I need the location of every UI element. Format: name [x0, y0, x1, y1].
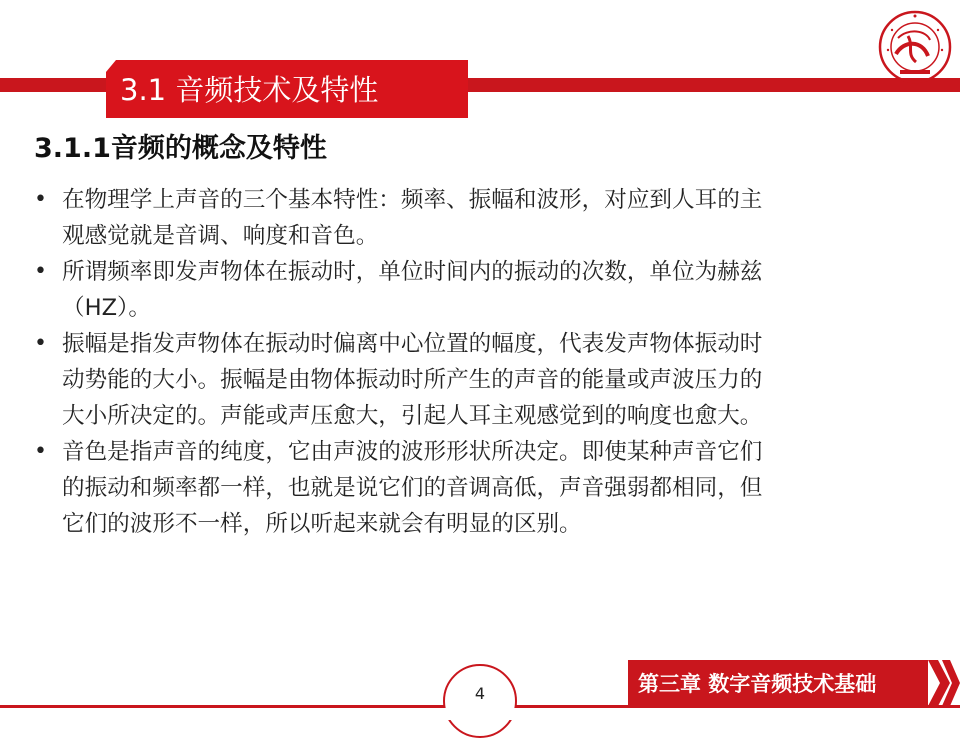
- list-item: [30, 254, 910, 326]
- bullet-text-line: 观感觉就是音调、响度和音色。: [62, 223, 379, 249]
- list-item: [30, 326, 910, 434]
- bullet-text-line: （HZ）。: [62, 295, 151, 321]
- chapter-title: 第三章 数字音频技术基础: [638, 672, 877, 696]
- slide-title: 3.1 音频技术及特性: [120, 73, 379, 107]
- list-item: [30, 434, 910, 542]
- university-seal-icon: [878, 10, 952, 84]
- bullet-text-line: 音色是指声音的纯度，它由声波的波形形状所决定。即使某种声音它们: [62, 439, 763, 465]
- bullet-text-line: 它们的波形不一样，所以听起来就会有明显的区别。: [62, 511, 582, 537]
- page-number: 4: [474, 684, 486, 703]
- bullet-text-line: 大小所决定的。声能或声压愈大，引起人耳主观感觉到的响度也愈大。: [62, 403, 763, 429]
- bullet-icon: •: [34, 439, 47, 464]
- bullet-icon: •: [34, 259, 47, 284]
- bullet-text-line: 在物理学上声音的三个基本特性：频率、振幅和波形，对应到人耳的主: [62, 187, 763, 213]
- bullet-text-line: 振幅是指发声物体在振动时偏离中心位置的幅度，代表发声物体振动时: [62, 331, 763, 357]
- bullet-icon: •: [34, 187, 47, 212]
- bullet-icon: •: [34, 331, 47, 356]
- page-badge-mask: [430, 708, 530, 720]
- double-chevron-right-icon: [924, 660, 960, 706]
- bullet-text-line: 所谓频率即发声物体在振动时，单位时间内的振动的次数，单位为赫兹: [62, 259, 763, 285]
- bullet-list: [30, 182, 910, 542]
- section-subtitle: 3.1.1音频的概念及特性: [34, 133, 327, 164]
- bullet-text-line: 的振动和频率都一样，也就是说它们的音调高低，声音强弱都相同，但: [62, 475, 763, 501]
- list-item: [30, 182, 910, 254]
- bullet-text-line: 动势能的大小。振幅是由物体振动时所产生的声音的能量或声波压力的: [62, 367, 763, 393]
